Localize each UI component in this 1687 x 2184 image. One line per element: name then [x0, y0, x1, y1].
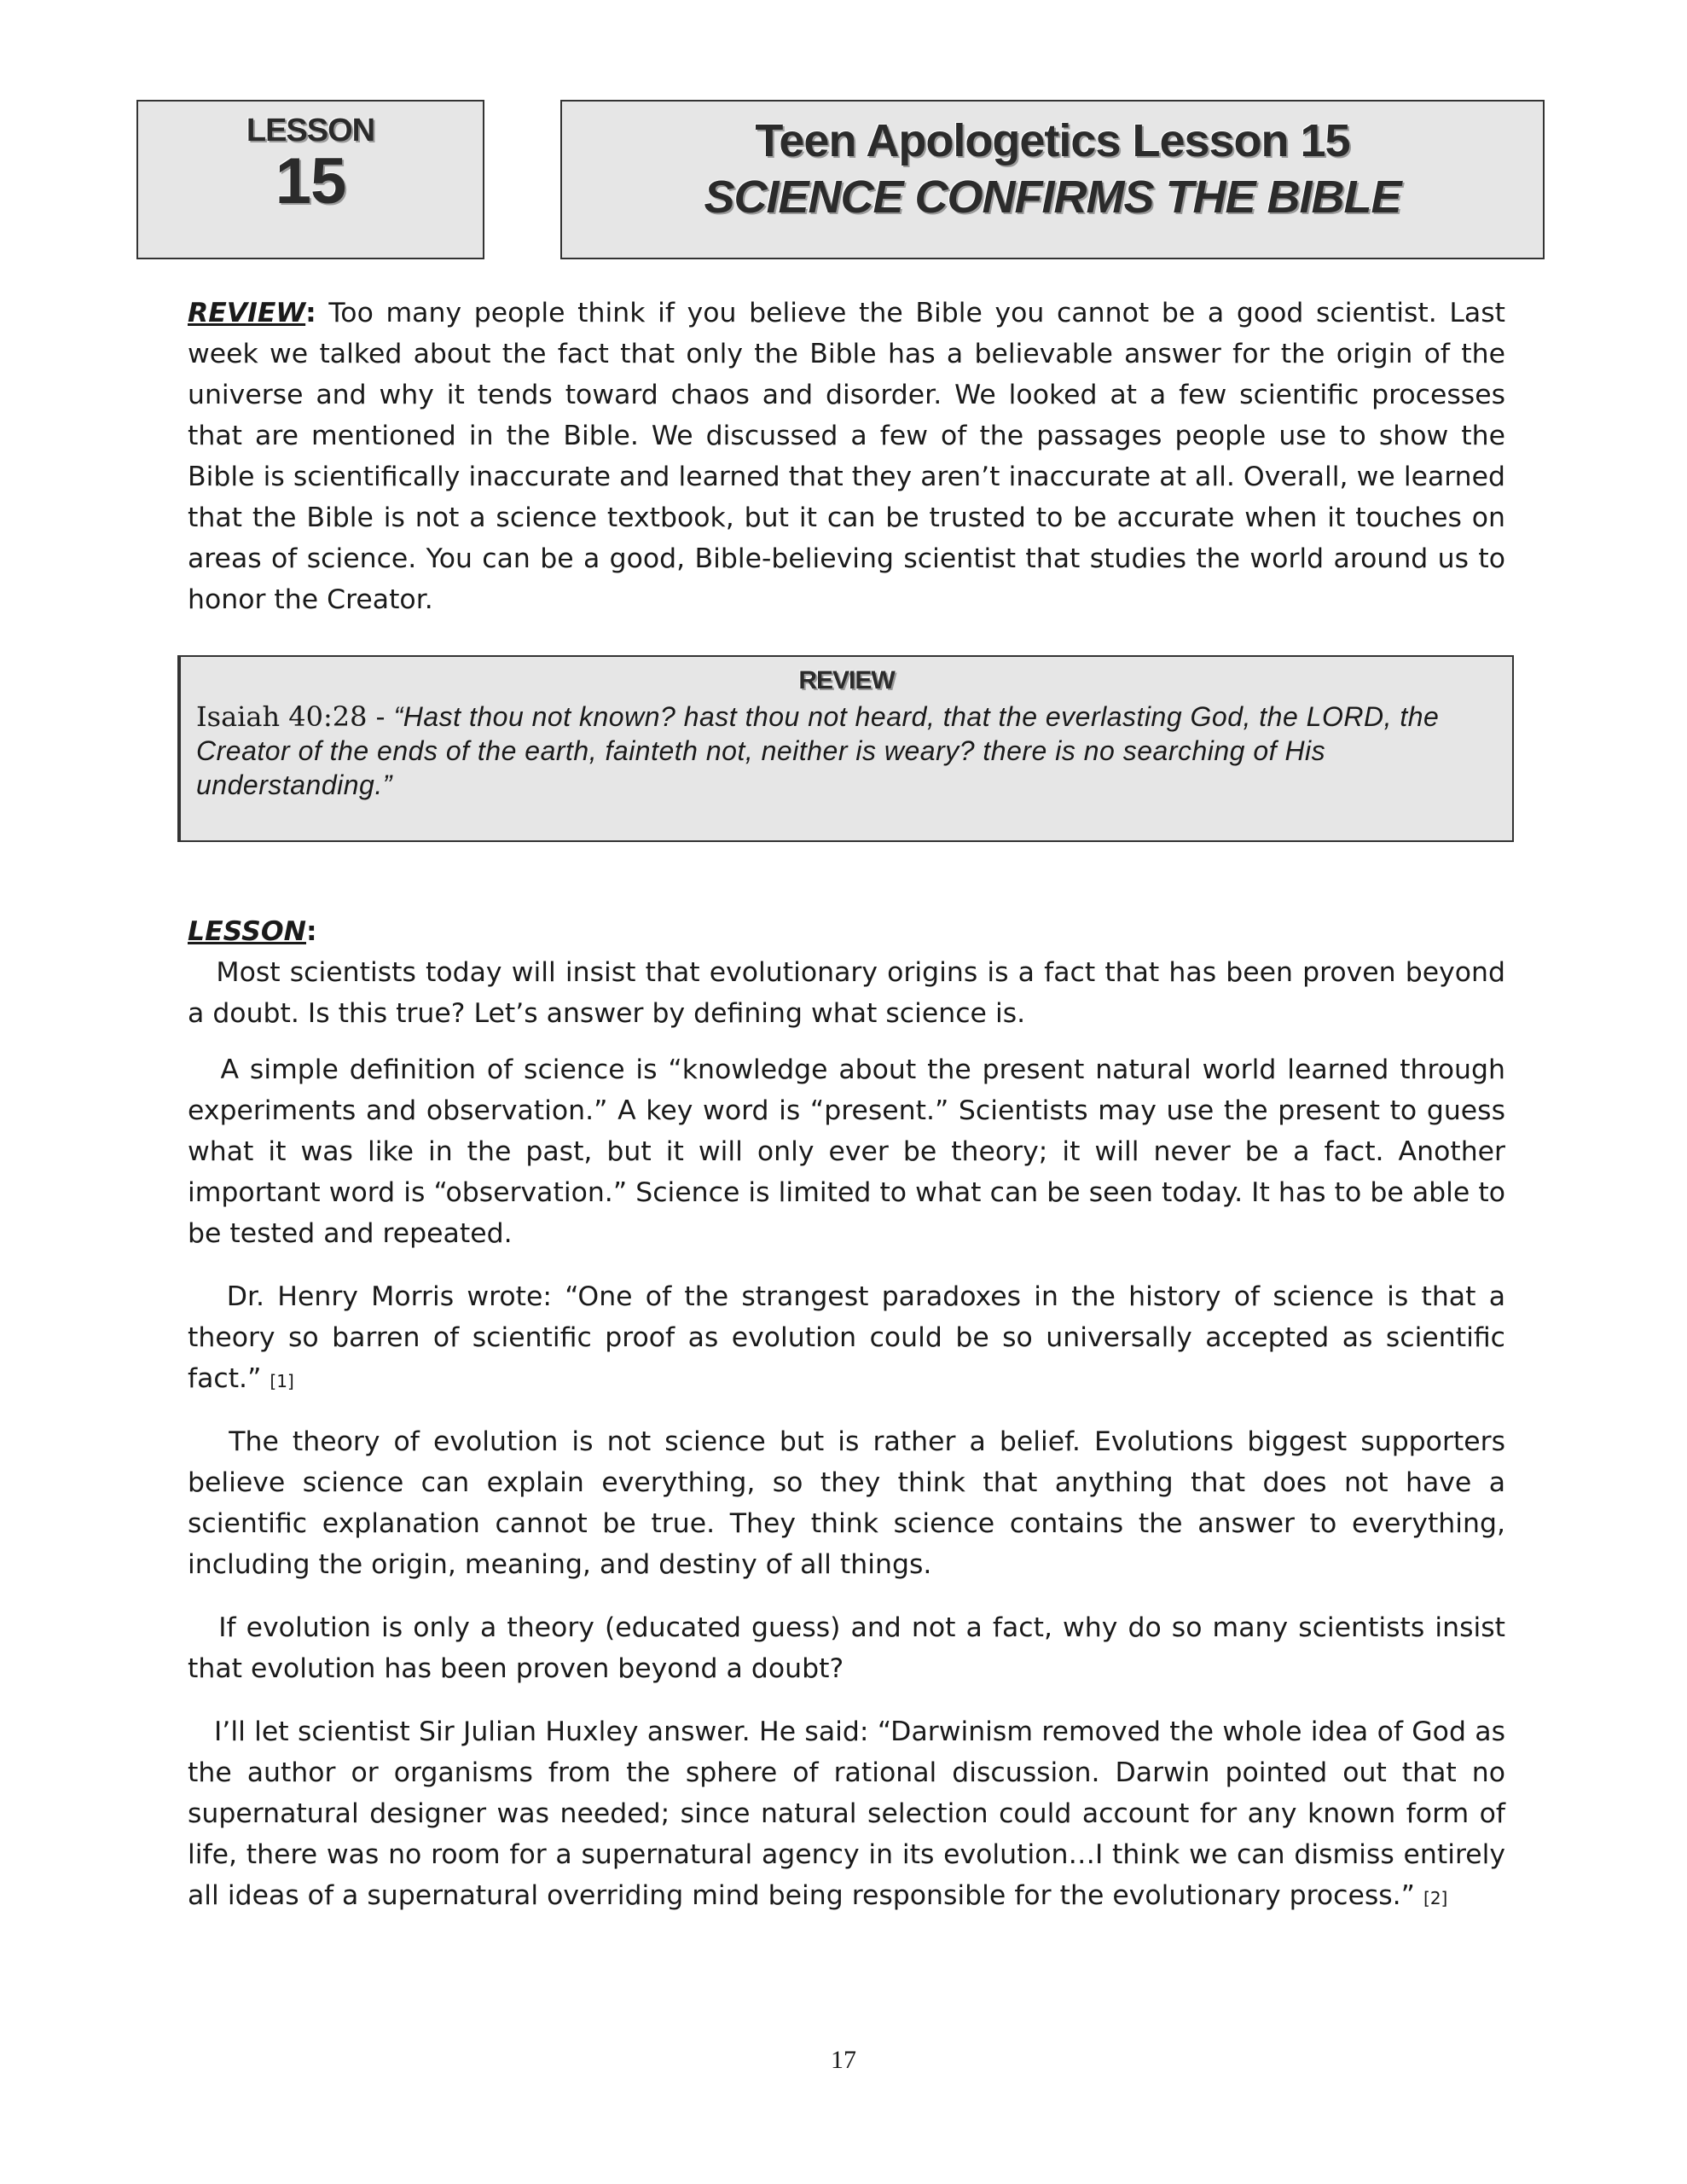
- footnote-ref-2: [2]: [1423, 1888, 1448, 1908]
- page-title: Teen Apologetics Lesson 15: [755, 115, 1350, 166]
- footnote-ref-1: [1]: [270, 1371, 294, 1391]
- lesson-p4-text: The theory of evolution is not science but is rather a belief. Evolutions biggest supporters believe science can explain everything, so they think that anything that does not have a scientific explanation cannot be true. They think science contains the answer to everything, including the origin, meaning, and destiny of all things.: [188, 1426, 1505, 1580]
- verse-text: “Hast thou not known? hast thou not heard, that the everlasting God, the LORD, the Creator of the ends of the earth, fainteth not, neither is weary? there is no searching of His understanding.”: [196, 701, 1440, 800]
- lesson-paragraph-3: [188, 1276, 1505, 1402]
- lesson-p2-text: A simple definition of science is “knowledge about the present natural world learned through experiments and observation.” A key word is “present.” Scientists may use the present to guess what it was like in the past, but it will only ever be theory; it will never be a fact. Another important word is “observation.” Science is limited to what can be seen today. It has to be able to be tested and repeated.: [188, 1054, 1505, 1249]
- verse-reference: Isaiah 40:28 -: [196, 700, 394, 733]
- review-paragraph: REVIEW: Too many people think if you believe the Bible you cannot be a good scientist. Last week we talked about the fact that only the Bible has a believable answer for the origin of the universe and why it tends toward chaos and disorder. We looked at a few scientific processes that are mentioned in the Bible. We discussed a few of the passages people use to show the Bible is scientifically inaccurate and learned that they aren’t inaccurate at all. Overall, we learned that the Bible is not a science textbook, but it can be trusted to be accurate when it touches on areas of science. You can be a good, Bible-believing scientist that studies the world around us to honor the Creator.: [188, 298, 1505, 615]
- review-text: Too many people think if you believe the Bible you cannot be a good scientist. Last week we talked about the fact that only the Bible has a believable answer for the origin of the universe and why it tends toward chaos and disorder. We looked at a few scientific processes that are mentioned in the Bible. We discussed a few of the passages people use to show the Bible is scientifically inaccurate and learned that they aren’t inaccurate at all. Overall, we learned that the Bible is not a science textbook, but it can be trusted to be accurate when it touches on areas of science. You can be a good, Bible-believing scientist that studies the world around us to honor the Creator.: [188, 298, 1505, 615]
- review-box-title: REVIEW: [798, 666, 895, 694]
- review-verse: [196, 700, 1497, 802]
- review-label: REVIEW: [188, 298, 306, 328]
- lesson-paragraph-5: [188, 1607, 1505, 1689]
- review-verse-box: [177, 655, 1514, 842]
- lesson-paragraph-2: [188, 1049, 1505, 1254]
- title-box: [560, 100, 1545, 259]
- lesson-p5-text: If evolution is only a theory (educated guess) and not a fact, why do so many scientists insist that evolution has been proven beyond a doubt?: [188, 1612, 1505, 1684]
- page-number: 17: [831, 2046, 856, 2074]
- lesson-p1-text: Most scientists today will insist that evolutionary origins is a fact that has been proven beyond a doubt. Is this true? Let’s answer by defining what science is.: [188, 957, 1505, 1029]
- lesson-word: LESSON: [246, 113, 375, 148]
- lesson-number: 15: [275, 145, 346, 218]
- lesson-p3-text: Dr. Henry Morris wrote: “One of the strangest paradoxes in the history of science is that a theory so barren of scientific proof as evolution could be so universally accepted as scientific fact.”: [188, 1281, 1505, 1394]
- lesson-paragraph-4: [188, 1421, 1505, 1585]
- lesson-number-box: [136, 100, 484, 259]
- lesson-label: LESSON: [188, 916, 306, 947]
- lesson-paragraph-1: LESSON: Most scientists today will insist that evolutionary origins is a fact that has been proven beyond a doubt. Is this true? Let’s answer by defining what science is.: [188, 916, 1505, 1029]
- page-subtitle: SCIENCE CONFIRMS THE BIBLE: [704, 171, 1401, 223]
- lesson-paragraph-6: [188, 1711, 1505, 1919]
- lesson-p6-text: I’ll let scientist Sir Julian Huxley answer. He said: “Darwinism removed the whole idea of God as the author or organisms from the sphere of rational discussion. Darwin pointed out that no supernatural designer was needed; since natural selection could account for any known form of life, there was no room for a supernatural agency in its evolution…I think we can dismiss entirely all ideas of a supernatural overriding mind being responsible for the evolutionary process.”: [188, 1716, 1505, 1911]
